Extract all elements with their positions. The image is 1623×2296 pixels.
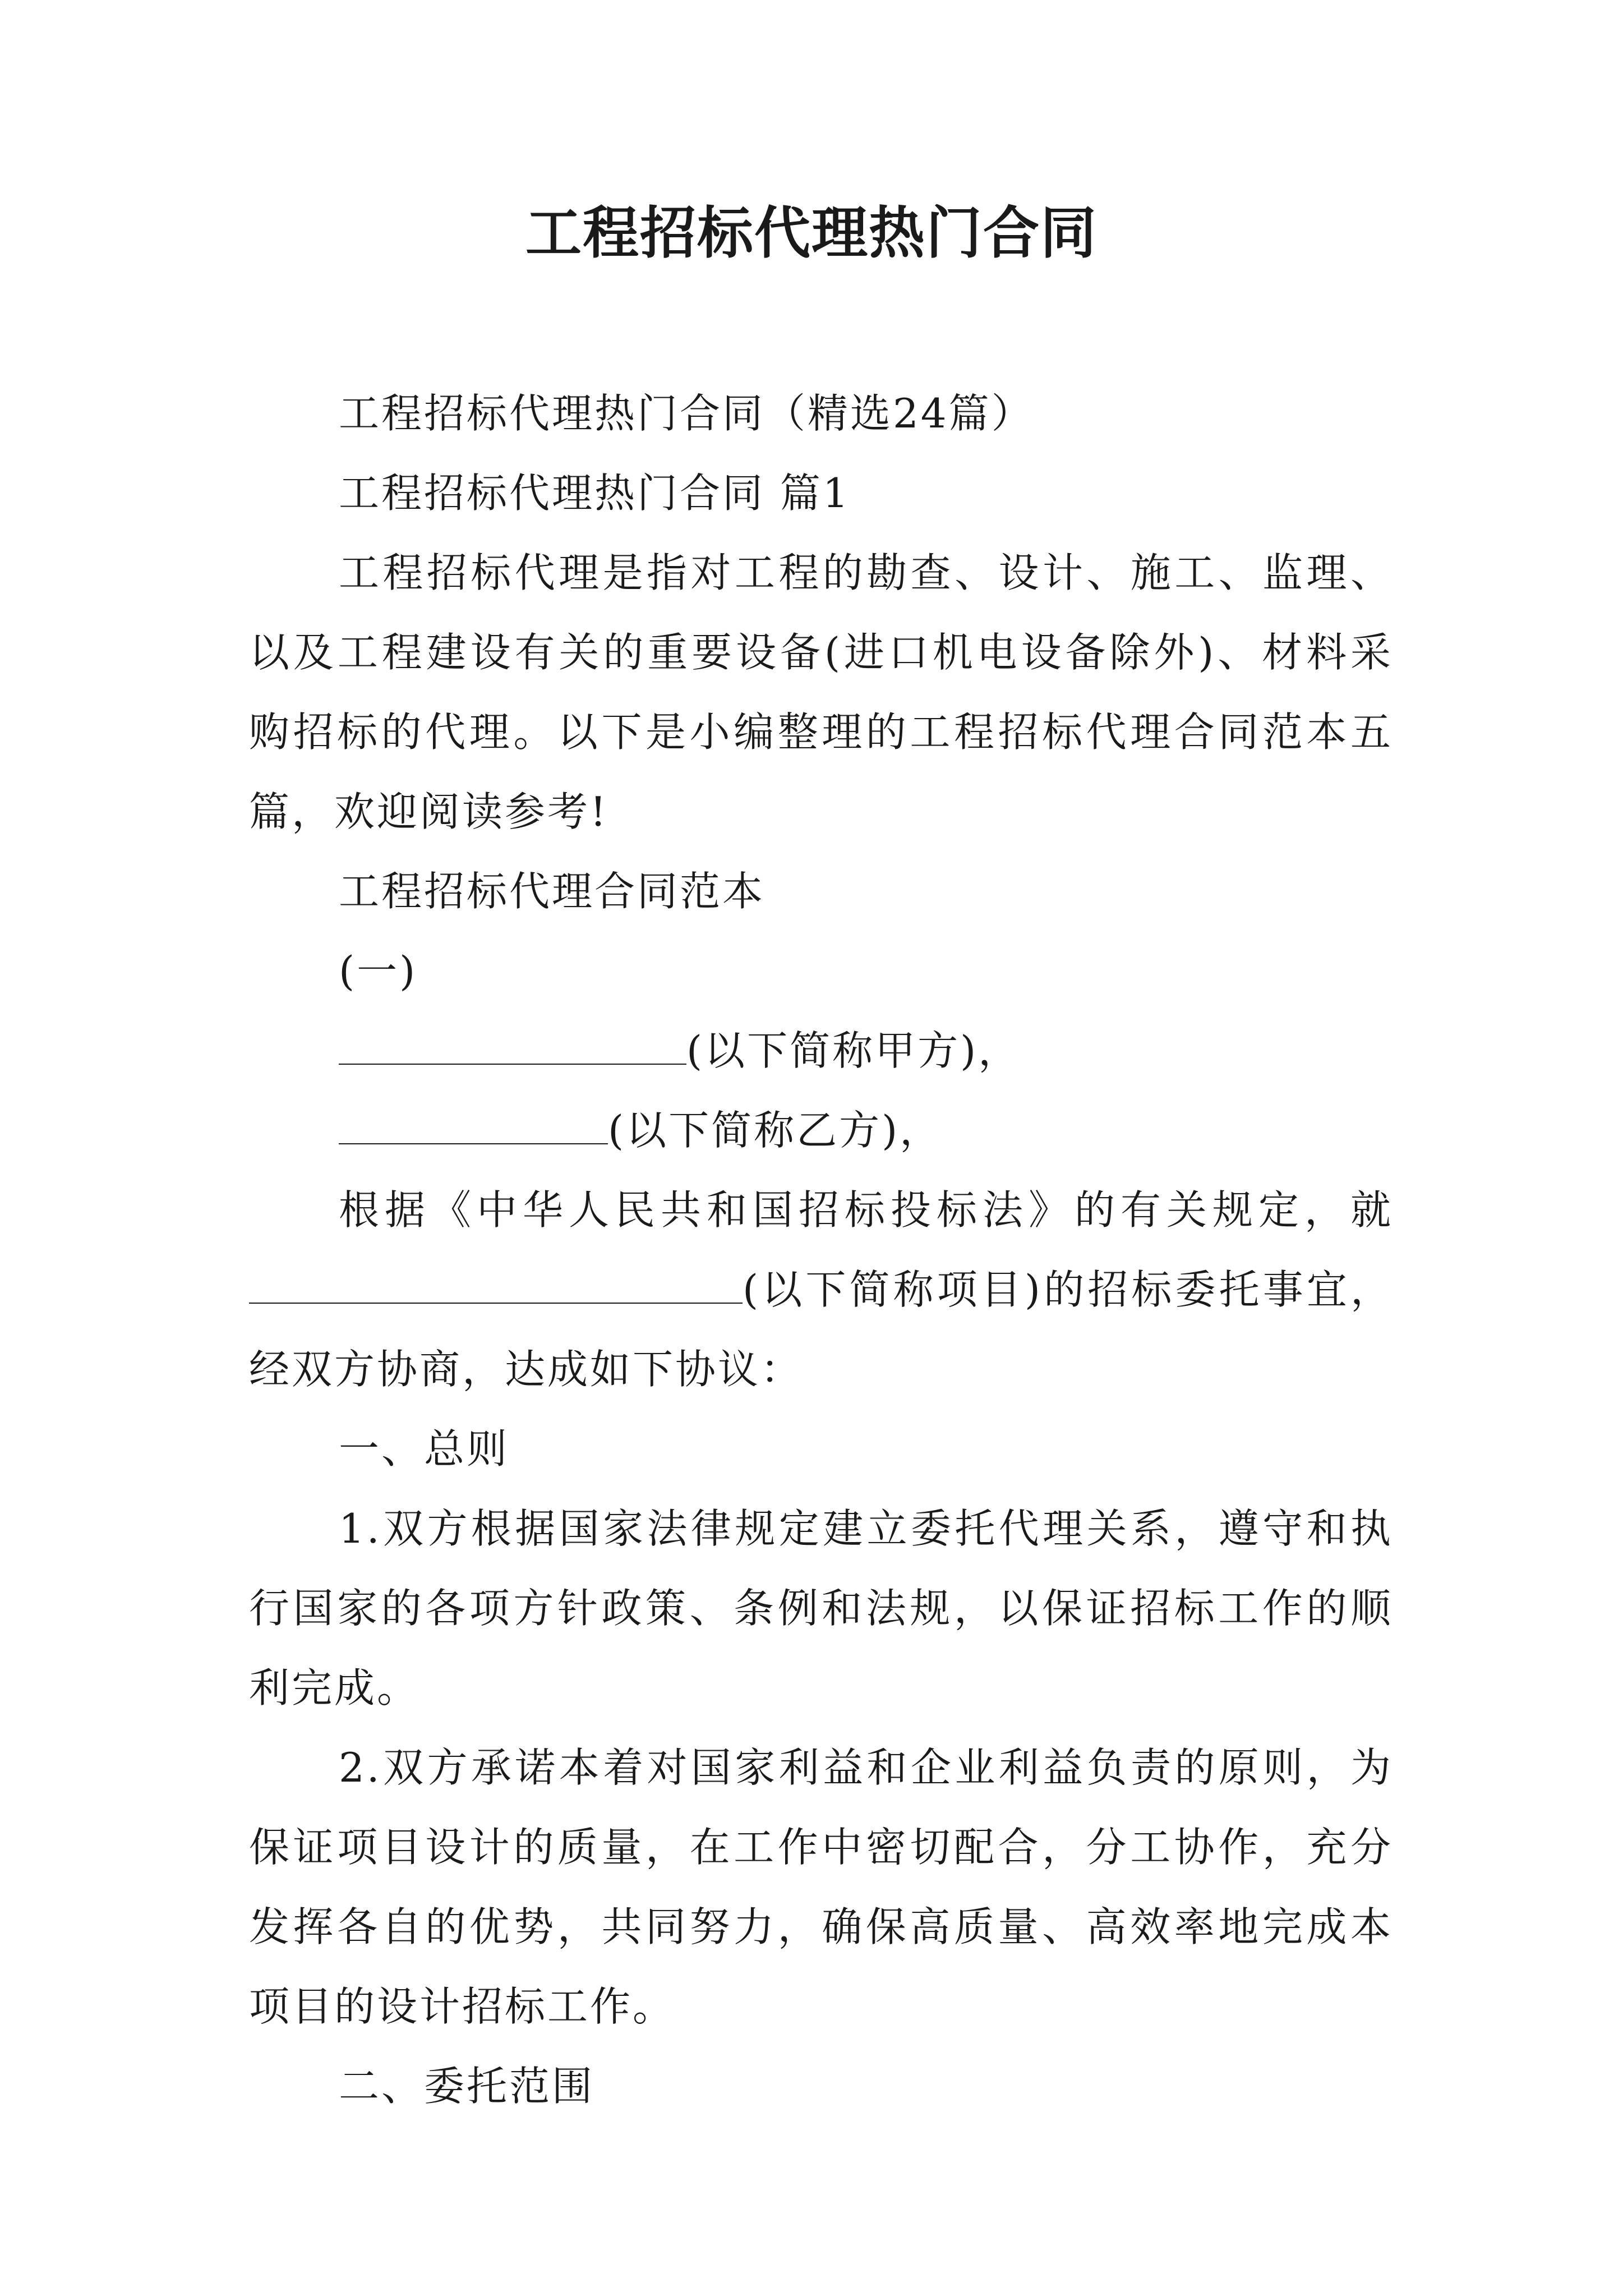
paragraph-general-heading: 一、总则: [339, 1425, 510, 1473]
paragraph-party-a: [249, 1011, 1393, 1091]
paragraph-clause-1: 1.双方根据国家法律规定建立委托代理关系，遵守和执行国家的各项方针政策、条例和法规，以保证招标工作的顺利完成。: [249, 1505, 1393, 1711]
paragraph-scope-heading: 二、委托范围: [339, 2063, 595, 2110]
paragraph-part-number: (一): [339, 947, 418, 995]
paragraph-clause-2: 2.双方承诺本着对国家利益和企业利益负责的原则，为保证项目设计的质量，在工作中密切配合，分工协作，充分发挥各自的优势，共同努力，确保高质量、高效率地完成本项目的设计招标工作。: [249, 1744, 1393, 2030]
paragraph-collection-title: 工程招标代理热门合同（精选24篇）: [339, 390, 1034, 437]
paragraph-section-heading: 工程招标代理热门合同 篇1: [339, 470, 851, 517]
paragraph-agreement-basis: [249, 1170, 1393, 1409]
paragraph-template-title: 工程招标代理合同范本: [339, 868, 766, 915]
party-b-label: (以下简称乙方)，: [608, 1107, 943, 1154]
document-body: [249, 374, 1393, 2126]
document-title: 工程招标代理热门合同: [525, 200, 1098, 266]
agreement-basis-suffix: (以下简称项目)的招标委托事宜，经双方协商，达成如下协议：: [249, 1266, 1393, 1393]
agreement-basis-prefix: 根据《中华人民共和国招标投标法》的有关规定，就: [339, 1186, 1393, 1234]
party-b-blank-line: [339, 1110, 608, 1144]
paragraph-party-b: [249, 1091, 1393, 1170]
project-blank-line: [249, 1269, 743, 1304]
party-a-label: (以下简称甲方)，: [686, 1027, 1021, 1074]
paragraph-intro: 工程招标代理是指对工程的勘查、设计、施工、监理、以及工程建设有关的重要设备(进口机电设备除外)、材料采购招标的代理。以下是小编整理的工程招标代理合同范本五篇，欢迎阅读参考!: [249, 549, 1393, 835]
party-a-blank-line: [339, 1030, 686, 1065]
